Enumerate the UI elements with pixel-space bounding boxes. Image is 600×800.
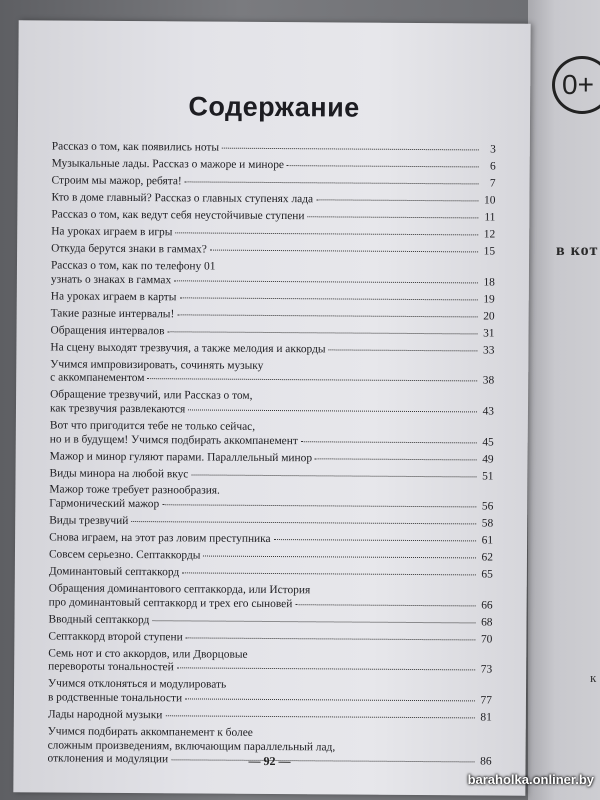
dot-leader: [191, 474, 476, 477]
toc-entry: [49, 484, 493, 514]
toc-entry-line: [50, 341, 494, 358]
toc-entry: [51, 307, 495, 324]
toc-entry: [49, 515, 493, 532]
toc-entry-title: Лады народной музыки: [47, 708, 163, 722]
toc-entry-line: [51, 225, 495, 242]
dot-leader: [185, 181, 479, 184]
toc-entry: [51, 259, 495, 289]
toc-entry-title: Рассказ о том, как ведут себя неустойчивые ступени: [51, 208, 305, 223]
dot-leader: [177, 314, 477, 317]
dot-leader: [167, 331, 477, 334]
toc-entry-title: На уроках играем в игры: [51, 225, 173, 239]
dot-leader: [329, 349, 478, 351]
toc-entry-line: [50, 402, 494, 419]
dot-leader: [301, 441, 477, 443]
toc-page-number: 86: [480, 755, 492, 768]
toc-entry-title: Обращения интервалов: [50, 323, 165, 337]
toc-entry: [50, 341, 494, 358]
toc-entry-line: [52, 174, 496, 191]
dot-leader: [165, 715, 474, 718]
toc-entry: [51, 191, 495, 208]
toc-page-number: 3: [490, 143, 496, 156]
toc-entry-title: Учимся отклоняться и модулировать: [48, 677, 227, 692]
toc-entry: [51, 225, 495, 242]
toc-entry: [49, 583, 493, 613]
adjacent-page-text: в кот: [556, 242, 599, 259]
toc-page-number: 18: [483, 276, 495, 289]
toc-page-number: 51: [482, 469, 494, 483]
page-title: Содержание: [188, 91, 360, 123]
toc-page-number: 66: [481, 599, 493, 612]
toc-entry-title: Рассказ о том, как появились ноты: [51, 140, 220, 154]
toc-page-number: 65: [481, 568, 493, 581]
dot-leader: [274, 539, 476, 541]
toc-entry-line: [50, 372, 494, 389]
toc-entry-line: [48, 661, 492, 678]
dot-leader: [316, 199, 478, 201]
toc-page-number: 31: [483, 327, 495, 340]
dot-leader: [203, 556, 476, 559]
toc-entry-title: Учимся подбирать аккомпанемент к более: [47, 725, 253, 739]
toc-entry-title: Виды трезвучий: [49, 514, 129, 528]
toc-entry-title: как трезвучия развлекаются: [49, 402, 186, 416]
toc-entry-title: На уроках играем в карты: [50, 290, 177, 303]
toc-entry: [48, 709, 492, 726]
toc-entry-title: сложным произведениям, включающим параллельный лад,: [47, 739, 336, 754]
toc-entry-line: [51, 191, 495, 208]
toc-page-number: 20: [483, 310, 495, 323]
toc-entry-line: [48, 630, 492, 647]
toc-entry: [48, 613, 492, 630]
dot-leader: [148, 378, 478, 381]
toc-entry-title: про доминантовый септаккорд и трех его сыновей: [48, 596, 293, 610]
toc-entry: [50, 419, 494, 449]
dot-leader: [222, 148, 479, 151]
watermark: baraholka.onliner.by: [467, 772, 594, 787]
toc-page-number: 68: [481, 616, 493, 629]
toc-entry: [51, 208, 495, 225]
toc-entry: [50, 324, 494, 341]
dot-leader: [188, 409, 477, 412]
toc-page-number: 38: [482, 374, 495, 387]
dot-leader: [174, 280, 478, 283]
toc-entry-line: [49, 532, 493, 549]
page-number-footer: — 92 —: [248, 753, 291, 769]
toc-entry-line: [52, 140, 496, 157]
toc-entry-title: Семь нот и сто аккордов, или Дворцовые: [48, 647, 248, 661]
toc-entry-title: перевороты тональностей: [48, 660, 174, 674]
toc-entry-title: Доминантовый септаккорд: [48, 565, 180, 579]
dot-leader: [186, 637, 476, 640]
toc-entry-title: Рассказ о том, как по телефону 01: [50, 259, 216, 273]
toc-entry-line: [48, 692, 492, 709]
dot-leader: [162, 504, 476, 507]
toc-entry-title: Септаккорд второй ступени: [48, 630, 183, 644]
toc-entry: [48, 647, 492, 677]
toc-entry-line: [49, 467, 493, 484]
toc-entry-title: Вот что пригодится тебе не только сейчас,: [49, 419, 256, 433]
toc-entry: [50, 450, 494, 467]
toc-entry-title: Обращения доминантового септаккорда, или История: [48, 582, 311, 597]
toc-entry-title: На сцену выходят трезвучия, а также мелодия и аккорды: [50, 340, 326, 355]
toc-page-number: 15: [483, 245, 496, 258]
toc-entry-line: [48, 613, 492, 630]
toc-entry-title: Мажор тоже требует разнообразия.: [49, 483, 220, 498]
toc-entry: [52, 140, 496, 157]
toc-entry-line: [50, 433, 494, 450]
toc-entry-title: Кто в доме главный? Рассказ о главных ступенях лада: [51, 191, 314, 206]
dot-leader: [295, 604, 475, 606]
toc-entry-title: Виды минора на любой вкус: [49, 466, 189, 480]
toc-entry-line: [49, 549, 493, 566]
toc-page-number: 45: [482, 436, 494, 449]
toc-entry-line: [49, 515, 493, 532]
toc-page-number: 43: [482, 405, 495, 418]
toc-entry-title: Откуда берутся знаки в гаммах?: [51, 242, 207, 256]
toc-entry: [52, 174, 496, 191]
toc-page-number: 56: [481, 500, 494, 513]
toc-entry-title: Такие разные интервалы!: [50, 306, 175, 320]
toc-entry-line: [49, 596, 493, 613]
toc-entry: [49, 549, 493, 566]
toc-entry: [49, 532, 493, 549]
toc-page-number: 62: [481, 551, 494, 564]
dot-leader: [185, 698, 475, 701]
toc-entry-title: Снова играем, на этот раз ловим преступника: [49, 531, 271, 546]
table-of-contents: [47, 140, 495, 773]
toc-page-number: 7: [489, 177, 496, 190]
toc-page-number: 11: [484, 211, 496, 224]
toc-page-number: 33: [482, 343, 495, 357]
toc-entry-title: узнать о знаках в гаммах: [50, 273, 172, 286]
dot-leader: [307, 216, 478, 218]
toc-entry-title: Гармонический мажор: [49, 497, 160, 511]
adjacent-page-text-small: к: [590, 670, 597, 685]
toc-page-number: 19: [483, 293, 495, 306]
dot-leader: [175, 232, 478, 235]
toc-entry-title: отклонения и модуляции: [47, 752, 169, 766]
toc-entry-line: [51, 273, 495, 290]
toc-entry: [50, 358, 494, 388]
toc-page-number: 12: [483, 228, 496, 241]
toc-entry-line: [50, 450, 494, 467]
toc-entry-title: Музыкальные лады. Рассказ о мажоре и миноре: [51, 157, 285, 172]
dot-leader: [287, 165, 479, 167]
toc-page-number: 61: [481, 534, 494, 547]
toc-entry-line: [49, 566, 493, 583]
toc-entry-line: [51, 290, 495, 307]
dot-leader: [182, 572, 476, 575]
toc-entry-title: но и в будущем! Учимся подбирать аккомпанемент: [49, 432, 298, 447]
toc-page-number: 49: [482, 452, 494, 466]
book-page: [13, 20, 530, 796]
dot-leader: [177, 668, 475, 671]
toc-entry: [52, 157, 496, 174]
toc-entry-title: Совсем серьезно. Септаккорды: [48, 548, 201, 562]
toc-page-number: 77: [480, 694, 493, 707]
toc-page-number: 81: [480, 711, 492, 724]
toc-entry-title: в родственные тональности: [47, 691, 183, 705]
toc-entry: [48, 630, 492, 647]
toc-page-number: 70: [480, 633, 493, 646]
toc-entry: [49, 566, 493, 583]
toc-entry-line: [51, 307, 495, 324]
dot-leader: [131, 521, 476, 524]
toc-page-number: 6: [489, 160, 496, 173]
toc-entry: [50, 389, 494, 419]
dot-leader: [210, 249, 478, 252]
dot-leader: [152, 620, 475, 623]
toc-page-number: 10: [484, 194, 496, 207]
toc-entry-title: Вводный септаккорд: [48, 613, 150, 626]
toc-page-number: 58: [481, 517, 494, 530]
toc-entry-line: [48, 709, 492, 726]
toc-entry-title: Строим мы мажор, ребята!: [51, 174, 182, 188]
age-rating-text: 0+: [562, 69, 594, 100]
toc-entry-line: [50, 324, 494, 341]
toc-entry-title: с аккомпанементом: [50, 371, 145, 385]
toc-entry-line: [49, 498, 493, 515]
toc-entry: [48, 678, 492, 708]
toc-entry-title: Мажор и минор гуляют парами. Параллельный минор: [49, 449, 313, 464]
toc-entry: [51, 290, 495, 307]
toc-entry: [51, 242, 495, 259]
dot-leader: [179, 297, 477, 300]
dot-leader: [315, 458, 477, 460]
toc-page-number: 73: [480, 663, 493, 676]
toc-entry-line: [51, 208, 495, 225]
toc-entry-line: [52, 157, 496, 174]
toc-entry-line: [51, 242, 495, 259]
toc-entry-title: Обращение трезвучий, или Рассказ о том,: [50, 388, 253, 403]
toc-entry: [49, 467, 493, 484]
toc-entry-title: Учимся импровизировать, сочинять музыку: [50, 357, 264, 372]
